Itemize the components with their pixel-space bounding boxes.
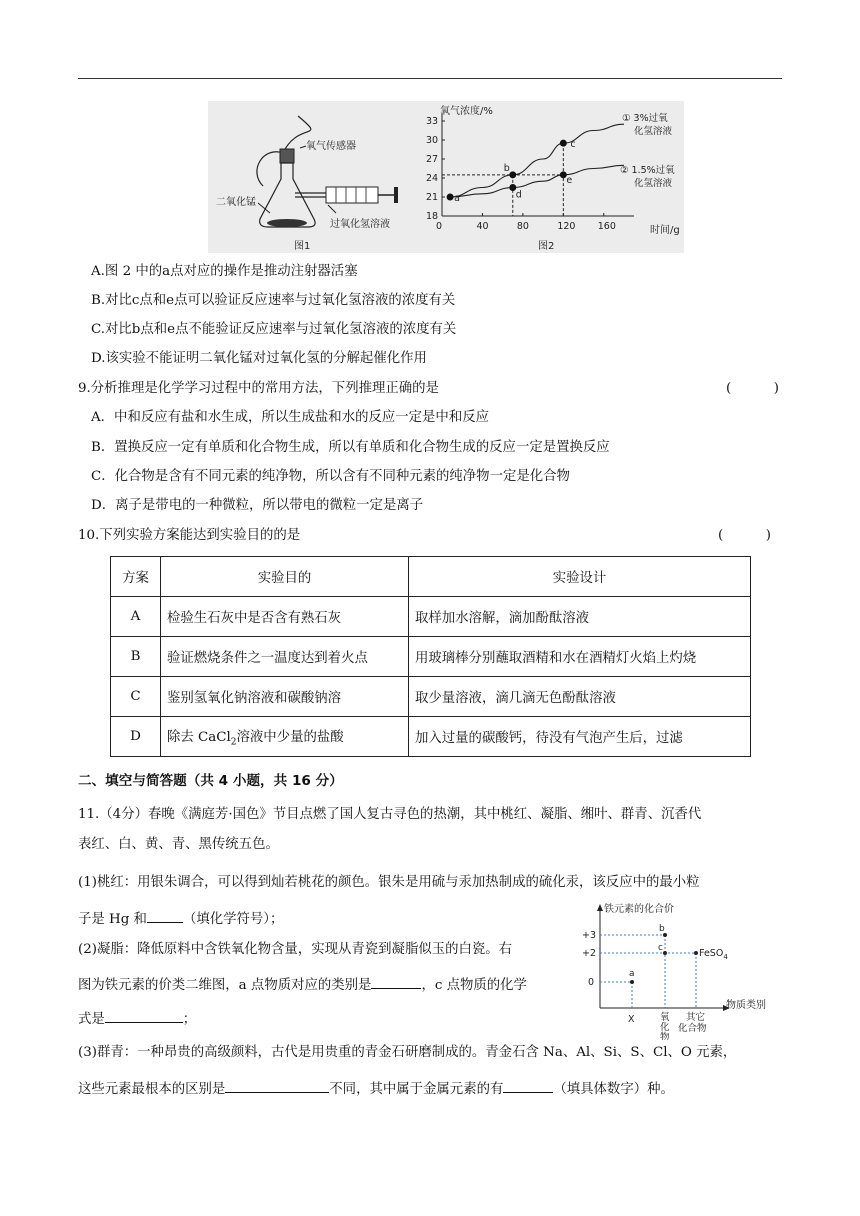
table-cell: A	[111, 597, 161, 637]
feso4-subscript: 4	[723, 953, 728, 961]
valence-xcat-oxide-1: 氧	[660, 1012, 670, 1023]
q11-p3-text-b: 不同，其中属于金属元素的有	[329, 1082, 504, 1097]
syringe-label: 过氧化氢溶液	[330, 219, 390, 230]
y-tick-label: 33	[426, 116, 439, 127]
x-tick-label: 80	[516, 221, 529, 232]
iron-valence-chart	[578, 900, 788, 1040]
figure1-caption: 图1	[294, 241, 311, 252]
purpose-d-text-a: 除去 CaCl	[167, 729, 231, 745]
q11-p2-line3	[78, 1007, 196, 1030]
data-point-a	[447, 194, 454, 201]
table-cell: 用玻璃棒分别蘸取酒精和水在酒精灯火焰上灼烧	[409, 637, 751, 677]
section2-title: 二、填空与简答题（共 4 小题，共 16 分）	[78, 773, 343, 789]
valence-ylabel: 铁元素的化合价	[604, 904, 674, 915]
answer-blank-3[interactable]	[105, 1007, 183, 1023]
valence-label-b: b	[659, 924, 665, 934]
valence-tick-plus3: +3	[582, 930, 597, 941]
chart2-ylabel: 氧气浓度/%	[440, 106, 493, 117]
data-point-c	[560, 140, 567, 147]
y-tick-label: 24	[426, 173, 439, 184]
q9-option-a: A．中和反应有盐和水生成，所以生成盐和水的反应一定是中和反应	[91, 410, 489, 425]
q11-p3-line2	[78, 1077, 674, 1100]
table-cell: C	[111, 677, 161, 717]
q8-option-b: B.对比c点和e点可以验证反应速率与过氧化氢溶液的浓度有关	[91, 293, 456, 308]
table-row	[111, 637, 751, 677]
y-tick-label: 21	[426, 192, 439, 203]
q11-p3-text-a: 这些元素最根本的区别是	[78, 1082, 226, 1097]
valence-xcat-x: X	[628, 1014, 635, 1025]
valence-xcat-other-2: 化合物	[678, 1023, 707, 1034]
valence-xcat-oxide-2: 化	[660, 1022, 670, 1033]
data-point-label-a: a	[454, 193, 460, 204]
table-row	[111, 677, 751, 717]
q8-option-d: D.该实验不能证明二氧化锰对过氧化氢的分解起催化作用	[91, 351, 427, 366]
table-row	[111, 717, 751, 757]
q11-p1-line1: (1)桃红：用银朱调合，可以得到灿若桃花的颜色。银朱是用硫与汞加热制成的硫化汞，该反应中的最小粒	[78, 875, 700, 890]
q11-line2: 表红、白、黄、青、黑传统五色。	[78, 837, 279, 852]
valence-point-a	[630, 980, 634, 984]
q8-option-c: C.对比b点和e点不能验证反应速率与过氧化氢溶液的浓度有关	[91, 322, 457, 337]
q11-p2-text-c: 式是	[78, 1012, 105, 1027]
data-point-label-d: d	[515, 189, 522, 201]
q11-p1-text-b: （填化学符号）；	[182, 912, 284, 927]
q8-option-a: A.图 2 中的a点对应的操作是推动注射器活塞	[91, 264, 358, 279]
q9-option-b: B．置换反应一定有单质和化合物生成，所以有单质和化合物生成的反应一定是置换反应	[91, 440, 610, 455]
chart2-xlabel: 时间/g	[650, 225, 680, 236]
valence-tick-0: 0	[588, 977, 595, 988]
table-cell: B	[111, 637, 161, 677]
mno2-label: 二氧化锰	[216, 197, 256, 208]
table-header-design: 实验设计	[409, 557, 751, 597]
experiment-figure	[208, 101, 684, 253]
table-row	[111, 597, 751, 637]
answer-blank-5[interactable]	[503, 1077, 553, 1093]
data-point-label-c: c	[570, 139, 576, 151]
header-rule	[78, 78, 782, 79]
q9-answer-paren[interactable]: ( )	[726, 381, 780, 396]
x-tick-label: 160	[597, 221, 616, 232]
experiment-table	[110, 556, 751, 757]
table-cell-purpose-d	[161, 717, 409, 757]
table-cell: 取少量溶液，滴几滴无色酚酞溶液	[409, 677, 751, 717]
valence-xcat-other-1: 其它	[686, 1012, 706, 1023]
feso4-text: FeSO	[699, 948, 724, 959]
q11-p1-text-a: 子是 Hg 和	[78, 912, 147, 927]
data-point-label-e: e	[566, 174, 573, 186]
series1-label-line2: 化氢溶液	[634, 126, 673, 137]
sensor-label: 氧气传感器	[306, 141, 356, 152]
data-point-b	[509, 171, 516, 178]
y-tick-label: 27	[426, 154, 439, 165]
table-cell: 取样加水溶解，滴加酚酞溶液	[409, 597, 751, 637]
data-point-label-b: b	[503, 162, 510, 174]
q9-option-d: D．离子是带电的一种微粒，所以带电的微粒一定是离子	[91, 498, 424, 513]
series1-label-line1: ① 3%过氧	[622, 113, 668, 124]
q11-p2-text-d: ；	[182, 1012, 197, 1027]
table-cell: D	[111, 717, 161, 757]
q11-p3-line1: (3)群青：一种昂贵的高级颜料，古代是用贵重的青金石研磨制成的。青金石含 Na、Al、Si、S、Cl、O 元素，	[78, 1045, 737, 1060]
valence-label-feso4	[699, 948, 728, 961]
table-header-scheme: 方案	[111, 557, 161, 597]
table-cell: 检验生石灰中是否含有熟石灰	[161, 597, 409, 637]
table-cell: 加入过量的碳酸钙，待没有气泡产生后，过滤	[409, 717, 751, 757]
valence-tick-plus2: +2	[582, 948, 597, 959]
x-tick-label: 0	[436, 221, 443, 232]
series2-label-line1: ② 1.5%过氧	[620, 165, 675, 176]
y-tick-label: 30	[426, 135, 439, 146]
answer-blank-4[interactable]	[225, 1077, 329, 1093]
x-tick-label: 40	[476, 221, 489, 232]
valence-label-c: c	[658, 943, 663, 953]
q9-stem: 9.分析推理是化学学习过程中的常用方法，下列推理正确的是	[78, 381, 439, 396]
q11-p2-line2	[78, 973, 527, 996]
q11-line1: 11.（4分）春晚《满庭芳·国色》节目点燃了国人复古寻色的热潮，其中桃红、凝脂、缃叶、群青、沉香代	[78, 807, 702, 822]
valence-point-c	[663, 951, 667, 955]
valence-label-a: a	[629, 969, 635, 979]
valence-xcat-oxide-3: 物	[660, 1032, 670, 1040]
cacl2-subscript: 2	[230, 737, 237, 748]
oxygen-concentration-chart	[426, 113, 634, 232]
answer-blank-2[interactable]	[371, 973, 421, 989]
table-header-purpose: 实验目的	[161, 557, 409, 597]
valence-xlabel: 物质类别	[726, 1000, 766, 1011]
q11-p2-text-a: 图为铁元素的价类二维图，a 点物质对应的类别是	[78, 978, 372, 993]
q11-p1-line2	[78, 907, 283, 930]
table-header-row	[111, 557, 751, 597]
table-cell: 鉴别氢氧化钠溶液和碳酸钠溶	[161, 677, 409, 717]
q9-option-c: C．化合物是含有不同元素的纯净物，所以含有不同种元素的纯净物一定是化合物	[91, 469, 570, 484]
table-cell: 验证燃烧条件之一温度达到着火点	[161, 637, 409, 677]
purpose-d-text-b: 溶液中少量的盐酸	[236, 729, 344, 745]
valence-point-feso4	[694, 951, 698, 955]
answer-blank-1[interactable]	[147, 907, 183, 923]
x-tick-label: 120	[557, 221, 576, 232]
q10-answer-paren[interactable]: ( )	[718, 528, 772, 543]
q11-p2-text-b: ，c 点物质的化学	[421, 978, 527, 993]
q11-p2-line1: (2)凝脂：降低原料中含铁氧化物含量，实现从青瓷到凝脂似玉的白瓷。右	[78, 942, 513, 957]
series-line-1	[450, 124, 624, 197]
series2-label-line2: 化氢溶液	[634, 178, 673, 189]
flask-apparatus	[257, 116, 398, 227]
series-line-2	[450, 162, 624, 197]
q10-stem: 10.下列实验方案能达到实验目的的是	[78, 528, 301, 543]
figure2-caption: 图2	[538, 241, 555, 252]
q11-p3-text-c: （填具体数字）种。	[553, 1082, 674, 1097]
y-tick-label: 18	[426, 211, 439, 222]
